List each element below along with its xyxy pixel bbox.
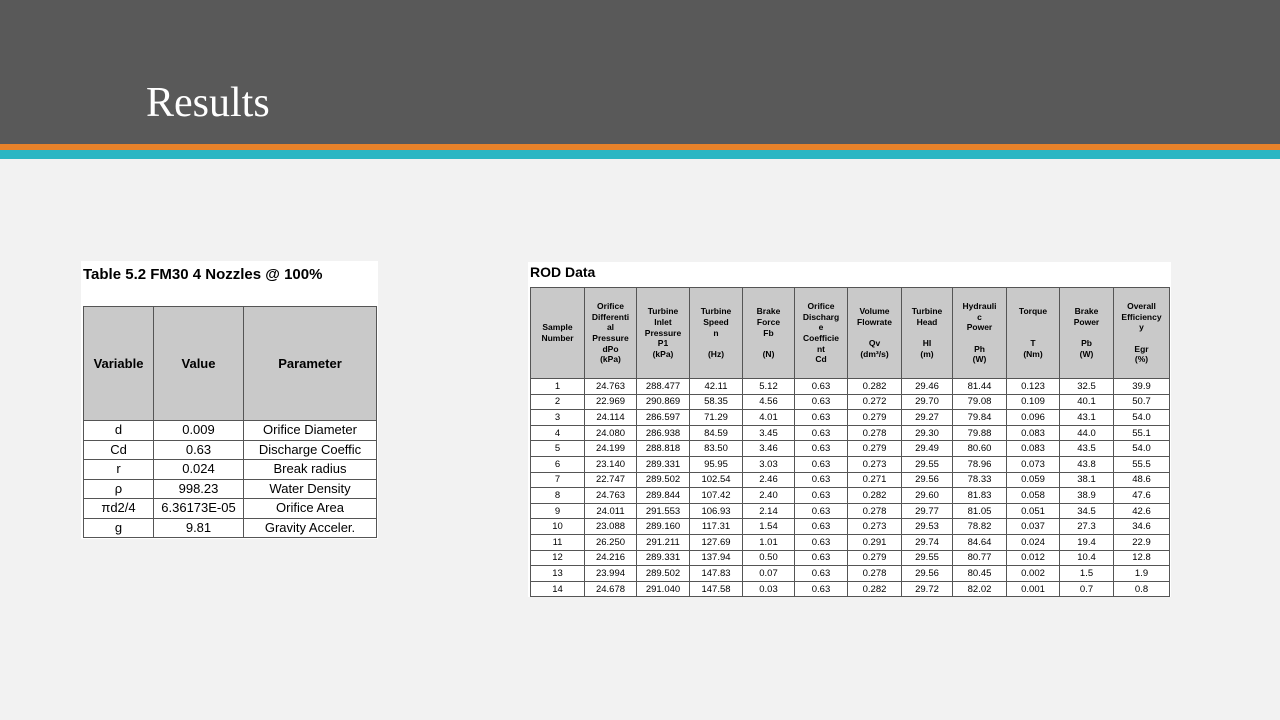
table-cell: 24.011 — [585, 503, 637, 519]
table-row — [84, 499, 377, 519]
table-cell: 127.69 — [690, 534, 743, 550]
table-cell: Water Density — [244, 479, 377, 499]
table-cell: 40.1 — [1060, 394, 1114, 410]
table-cell: 102.54 — [690, 472, 743, 488]
table-cell: 23.994 — [585, 566, 637, 582]
table-cell: 8 — [531, 488, 585, 504]
table-cell: 0.083 — [1007, 441, 1060, 457]
table-row — [84, 440, 377, 460]
table-cell: 0.272 — [848, 394, 902, 410]
table-cell: 0.058 — [1007, 488, 1060, 504]
table-cell: 83.50 — [690, 441, 743, 457]
table-caption: ROD Data — [530, 264, 596, 280]
column-header: Value — [154, 307, 244, 421]
table-cell: 23.140 — [585, 456, 637, 472]
table-cell: 22.9 — [1114, 534, 1170, 550]
table-cell: 0.271 — [848, 472, 902, 488]
table-row — [531, 472, 1170, 488]
table-row — [531, 566, 1170, 582]
table-cell: 4.01 — [743, 410, 795, 426]
table-cell: 84.59 — [690, 425, 743, 441]
table-cell: 0.002 — [1007, 566, 1060, 582]
table-cell: 22.969 — [585, 394, 637, 410]
table-cell: 29.56 — [902, 472, 953, 488]
column-header: Torque T (Nm) — [1007, 288, 1060, 379]
column-header: Variable — [84, 307, 154, 421]
title-bar — [0, 0, 1280, 144]
column-header: Overall Efficiency y Egr (%) — [1114, 288, 1170, 379]
column-header: Hydrauli c Power Ph (W) — [953, 288, 1007, 379]
table-cell: 0.63 — [154, 440, 244, 460]
table-row — [84, 518, 377, 538]
table-cell: 0.291 — [848, 534, 902, 550]
table-cell: 10.4 — [1060, 550, 1114, 566]
table-cell: 106.93 — [690, 503, 743, 519]
table-cell: 0.123 — [1007, 379, 1060, 395]
table-cell: 3 — [531, 410, 585, 426]
table-cell: 3.46 — [743, 441, 795, 457]
table-cell: 10 — [531, 519, 585, 535]
table-cell: 3.45 — [743, 425, 795, 441]
table-cell: 0.63 — [795, 456, 848, 472]
table-cell: 291.553 — [637, 503, 690, 519]
table-cell: 0.273 — [848, 456, 902, 472]
table-cell: 0.63 — [795, 425, 848, 441]
table-cell: 0.63 — [795, 581, 848, 597]
table-cell: 43.8 — [1060, 456, 1114, 472]
table-cell: 55.5 — [1114, 456, 1170, 472]
table-cell: 13 — [531, 566, 585, 582]
table-cell: 39.9 — [1114, 379, 1170, 395]
table-cell: 24.080 — [585, 425, 637, 441]
rod-data-table-panel — [528, 262, 1171, 597]
table-cell: 289.160 — [637, 519, 690, 535]
table-row — [531, 534, 1170, 550]
column-header: Sample Number — [531, 288, 585, 379]
table-cell: 0.63 — [795, 488, 848, 504]
table-cell: 29.49 — [902, 441, 953, 457]
table-cell: 289.844 — [637, 488, 690, 504]
table-cell: 0.63 — [795, 410, 848, 426]
table-cell: 107.42 — [690, 488, 743, 504]
nozzle-parameters-table-panel — [81, 261, 378, 539]
table-cell: 0.273 — [848, 519, 902, 535]
table-cell: 34.6 — [1114, 519, 1170, 535]
table-cell: 291.040 — [637, 581, 690, 597]
rod-data-table — [530, 287, 1170, 597]
table-cell: 24.199 — [585, 441, 637, 457]
table-cell: 147.83 — [690, 566, 743, 582]
nozzle-parameters-table — [83, 306, 377, 538]
table-cell: 79.88 — [953, 425, 1007, 441]
table-cell: 0.50 — [743, 550, 795, 566]
table-cell: r — [84, 460, 154, 480]
column-header: Turbine Head HI (m) — [902, 288, 953, 379]
table-cell: 0.278 — [848, 425, 902, 441]
table-cell: 27.3 — [1060, 519, 1114, 535]
table-cell: 289.331 — [637, 550, 690, 566]
table-row — [531, 394, 1170, 410]
table-cell: 1.54 — [743, 519, 795, 535]
table-cell: d — [84, 421, 154, 441]
table-cell: 38.1 — [1060, 472, 1114, 488]
table-caption: Table 5.2 FM30 4 Nozzles @ 100% — [83, 266, 323, 283]
table-cell: 29.72 — [902, 581, 953, 597]
table-cell: 19.4 — [1060, 534, 1114, 550]
table-cell: 4.56 — [743, 394, 795, 410]
table-row — [84, 421, 377, 441]
table-cell: 80.60 — [953, 441, 1007, 457]
table-cell: 29.56 — [902, 566, 953, 582]
table-cell: 0.63 — [795, 534, 848, 550]
table-row — [84, 479, 377, 499]
table-cell: 286.938 — [637, 425, 690, 441]
table-cell: 2.40 — [743, 488, 795, 504]
table-cell: 78.96 — [953, 456, 1007, 472]
table-cell: 0.279 — [848, 410, 902, 426]
column-header: Brake Power Pb (W) — [1060, 288, 1114, 379]
table-cell: 80.45 — [953, 566, 1007, 582]
table-cell: 24.763 — [585, 379, 637, 395]
table-cell: 43.1 — [1060, 410, 1114, 426]
table-cell: ρ — [84, 479, 154, 499]
column-header: Orifice Discharg e Coefficie nt Cd — [795, 288, 848, 379]
table-cell: 0.63 — [795, 519, 848, 535]
column-header: Volume Flowrate Qv (dm³/s) — [848, 288, 902, 379]
table-cell: 32.5 — [1060, 379, 1114, 395]
table-cell: 11 — [531, 534, 585, 550]
table-cell: g — [84, 518, 154, 538]
table-cell: 0.282 — [848, 581, 902, 597]
table-row — [84, 460, 377, 480]
table-cell: 1.9 — [1114, 566, 1170, 582]
table-row — [531, 379, 1170, 395]
table-cell: 1.5 — [1060, 566, 1114, 582]
table-cell: 34.5 — [1060, 503, 1114, 519]
table-cell: 6.36173E-05 — [154, 499, 244, 519]
table-cell: 5.12 — [743, 379, 795, 395]
table-cell: 29.70 — [902, 394, 953, 410]
accent-stripe-teal — [0, 150, 1280, 159]
table-cell: 78.82 — [953, 519, 1007, 535]
table-cell: 289.331 — [637, 456, 690, 472]
table-cell: 12 — [531, 550, 585, 566]
table-cell: 48.6 — [1114, 472, 1170, 488]
table-cell: 12.8 — [1114, 550, 1170, 566]
table-cell: 0.63 — [795, 472, 848, 488]
table-cell: 288.818 — [637, 441, 690, 457]
table-cell: 44.0 — [1060, 425, 1114, 441]
table-row — [531, 441, 1170, 457]
table-cell: 0.051 — [1007, 503, 1060, 519]
table-cell: 43.5 — [1060, 441, 1114, 457]
column-header: Turbine Inlet Pressure P1 (kPa) — [637, 288, 690, 379]
table-cell: 79.08 — [953, 394, 1007, 410]
table-cell: 0.059 — [1007, 472, 1060, 488]
table-cell: 24.216 — [585, 550, 637, 566]
table-cell: 9.81 — [154, 518, 244, 538]
table-cell: 6 — [531, 456, 585, 472]
table-row — [531, 581, 1170, 597]
table-cell: 288.477 — [637, 379, 690, 395]
table-cell: 0.096 — [1007, 410, 1060, 426]
table-cell: 291.211 — [637, 534, 690, 550]
table-cell: 0.282 — [848, 379, 902, 395]
table-cell: Break radius — [244, 460, 377, 480]
column-header: Turbine Speed n (Hz) — [690, 288, 743, 379]
table-cell: 2.14 — [743, 503, 795, 519]
table-cell: 0.63 — [795, 394, 848, 410]
table-cell: 26.250 — [585, 534, 637, 550]
table-cell: 3.03 — [743, 456, 795, 472]
table-row — [531, 488, 1170, 504]
table-cell: 81.44 — [953, 379, 1007, 395]
column-header: Brake Force Fb (N) — [743, 288, 795, 379]
table-cell: 0.63 — [795, 550, 848, 566]
table-cell: 0.279 — [848, 550, 902, 566]
table-row — [531, 519, 1170, 535]
table-cell: 289.502 — [637, 472, 690, 488]
table-cell: 42.6 — [1114, 503, 1170, 519]
table-cell: 54.0 — [1114, 410, 1170, 426]
table-cell: 0.8 — [1114, 581, 1170, 597]
table-cell: 71.29 — [690, 410, 743, 426]
table-cell: 58.35 — [690, 394, 743, 410]
table-cell: 0.63 — [795, 441, 848, 457]
table-cell: 4 — [531, 425, 585, 441]
table-cell: 0.7 — [1060, 581, 1114, 597]
table-cell: 2 — [531, 394, 585, 410]
table-cell: 14 — [531, 581, 585, 597]
table-row — [531, 410, 1170, 426]
table-cell: 0.63 — [795, 379, 848, 395]
table-cell: 24.114 — [585, 410, 637, 426]
column-header: Parameter — [244, 307, 377, 421]
table-cell: 286.597 — [637, 410, 690, 426]
table-cell: 80.77 — [953, 550, 1007, 566]
column-header: Orifice Differenti al Pressure dPo (kPa) — [585, 288, 637, 379]
table-cell: 24.678 — [585, 581, 637, 597]
table-cell: 55.1 — [1114, 425, 1170, 441]
slide-title: Results — [146, 80, 270, 126]
table-row — [531, 425, 1170, 441]
table-cell: 117.31 — [690, 519, 743, 535]
table-cell: 82.02 — [953, 581, 1007, 597]
table-cell: 7 — [531, 472, 585, 488]
table-cell: 29.27 — [902, 410, 953, 426]
table-cell: 9 — [531, 503, 585, 519]
table-cell: 0.63 — [795, 566, 848, 582]
table-cell: 22.747 — [585, 472, 637, 488]
table-cell: 289.502 — [637, 566, 690, 582]
table-cell: 0.282 — [848, 488, 902, 504]
table-cell: 81.05 — [953, 503, 1007, 519]
table-cell: 78.33 — [953, 472, 1007, 488]
table-cell: 81.83 — [953, 488, 1007, 504]
table-row — [531, 550, 1170, 566]
table-cell: 50.7 — [1114, 394, 1170, 410]
table-cell: Orifice Area — [244, 499, 377, 519]
table-cell: 998.23 — [154, 479, 244, 499]
table-cell: 1.01 — [743, 534, 795, 550]
table-cell: 38.9 — [1060, 488, 1114, 504]
table-cell: 0.009 — [154, 421, 244, 441]
table-cell: 79.84 — [953, 410, 1007, 426]
table-cell: 29.46 — [902, 379, 953, 395]
table-row — [531, 456, 1170, 472]
table-cell: πd2/4 — [84, 499, 154, 519]
table-row — [531, 503, 1170, 519]
table-cell: 0.037 — [1007, 519, 1060, 535]
table-cell: 29.55 — [902, 550, 953, 566]
table-cell: 5 — [531, 441, 585, 457]
table-cell: 54.0 — [1114, 441, 1170, 457]
table-cell: 0.001 — [1007, 581, 1060, 597]
table-cell: 1 — [531, 379, 585, 395]
table-cell: 29.77 — [902, 503, 953, 519]
table-cell: Orifice Diameter — [244, 421, 377, 441]
table-cell: 0.279 — [848, 441, 902, 457]
table-cell: 24.763 — [585, 488, 637, 504]
table-cell: 0.278 — [848, 566, 902, 582]
table-cell: Cd — [84, 440, 154, 460]
table-cell: 23.088 — [585, 519, 637, 535]
table-cell: 42.11 — [690, 379, 743, 395]
table-cell: 0.073 — [1007, 456, 1060, 472]
table-cell: 0.109 — [1007, 394, 1060, 410]
table-cell: 137.94 — [690, 550, 743, 566]
table-cell: 29.60 — [902, 488, 953, 504]
table-cell: 47.6 — [1114, 488, 1170, 504]
table-cell: 95.95 — [690, 456, 743, 472]
table-cell: 29.74 — [902, 534, 953, 550]
table-cell: 0.083 — [1007, 425, 1060, 441]
table-cell: 0.024 — [1007, 534, 1060, 550]
table-cell: 2.46 — [743, 472, 795, 488]
table-cell: 29.53 — [902, 519, 953, 535]
table-cell: 147.58 — [690, 581, 743, 597]
table-cell: 0.63 — [795, 503, 848, 519]
table-cell: 29.30 — [902, 425, 953, 441]
table-cell: Discharge Coeffic — [244, 440, 377, 460]
table-cell: 0.03 — [743, 581, 795, 597]
table-cell: 0.278 — [848, 503, 902, 519]
table-cell: Gravity Acceler. — [244, 518, 377, 538]
table-cell: 290.869 — [637, 394, 690, 410]
table-cell: 84.64 — [953, 534, 1007, 550]
table-cell: 0.024 — [154, 460, 244, 480]
table-cell: 0.012 — [1007, 550, 1060, 566]
table-cell: 0.07 — [743, 566, 795, 582]
table-cell: 29.55 — [902, 456, 953, 472]
